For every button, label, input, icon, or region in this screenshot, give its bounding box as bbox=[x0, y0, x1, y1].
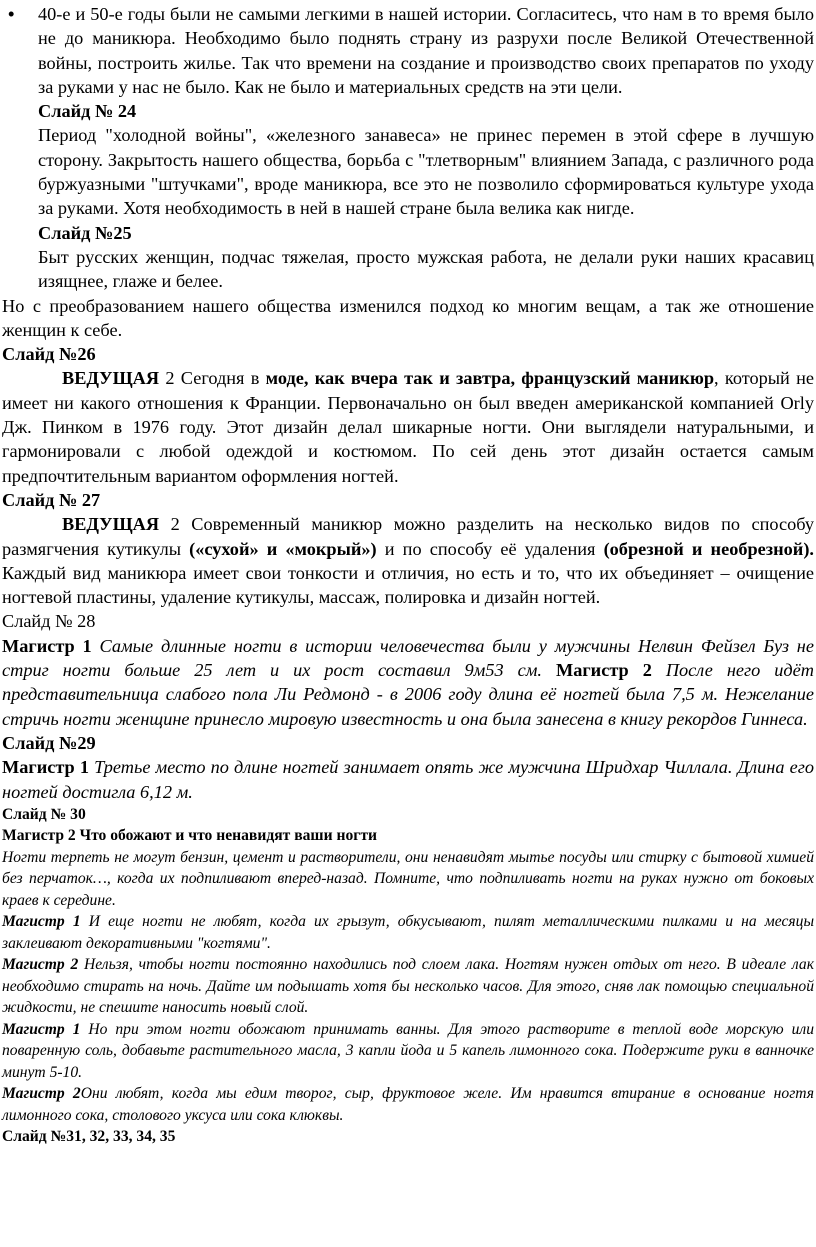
slide-heading-31-35: Слайд №31, 32, 33, 34, 35 bbox=[2, 1128, 176, 1146]
paragraph-modern-manicure: ВЕДУЩАЯ 2 Современный маникюр можно разделить на несколько видов по способу размягчения кутикулы («сухой» и «мокрый») и по способу её удаления (обрезной и необрезной). Каждый вид маникюра имеет свои тонкости и отличия, но есть и то, что их объединяет – очищение ногтевой пластины, удаление кутикулы, массаж, полировка и дизайн ногтей. bbox=[2, 514, 814, 608]
master-label: Магистр 1 bbox=[2, 635, 92, 656]
master-label: Магистр 1 bbox=[2, 1020, 81, 1038]
paragraph-postwar: 40-е и 50-е годы были не самыми легкими в нашей истории. Согласитесь, что нам в то время было не до маникюра. Необходимо было поднять страну из разрухи после Великой Отечественной войны, построить жилье. Так что времени на создание и производство своих препаратов по уходу за руками у нас не было. Как не было и материальных средств на эти цели. bbox=[38, 4, 814, 97]
master-label: Магистр 2 bbox=[2, 1085, 81, 1103]
slide-heading-30: Слайд № 30 bbox=[2, 805, 86, 823]
master-label: Магистр 2 bbox=[555, 660, 652, 681]
slide-heading-25: Слайд №25 bbox=[38, 222, 132, 243]
paragraph-nails-dislike: Магистр 1 И еще ногти не любят, когда их грызут, обкусывают, пилят металлическими пилками и на месяцы заклеивают декоративными "когтями". bbox=[2, 913, 815, 952]
document-page bbox=[2, 2, 814, 1148]
paragraph-french-manicure: ВЕДУЩАЯ 2 Сегодня в моде, как вчера так и завтра, французский маникюр, который не имеет ни какого отношения к Франции. Первоначально он был введен американской компанией Orly Дж. Пинком в 1976 году. Этот дизайн делал шикарные ногти. Они выглядели натуральными, и гармонировали с любой одеждой и костюмом. По сей день этот дизайн остается самым предпочтительным вариантом оформления ногтей. bbox=[2, 368, 814, 486]
slide-heading-24: Слайд № 24 bbox=[38, 101, 137, 122]
paragraph-baths: Магистр 1 Но при этом ногти обожают принимать ванны. Для этого растворите в теплой воде морскую или поваренную соль, добавьте растительного масла, 3 капли йода и 5 капель лимонного сока. Подержите руки в ванночке минут 5-10. bbox=[2, 1020, 814, 1081]
nail-care-heading: Магистр 2 Что обожают и что ненавидят ваши ногти bbox=[2, 827, 377, 845]
bullet-icon: • bbox=[8, 3, 15, 24]
host-label: ВЕДУЩАЯ bbox=[62, 514, 160, 535]
paragraph-nails-love: Магистр 2Они любят, когда мы едим творог, сыр, фруктовое желе. Им нравится втирание в основание ногтя лимонного сока, столового уксуса или сока клюквы. bbox=[2, 1085, 814, 1124]
paragraph-third-place: Магистр 1 Третье место по длине ногтей занимает опять же мужчина Шридхар Чиллала. Длина его ногтей достигла 6,12 м. bbox=[2, 757, 814, 802]
slide-heading-29: Слайд №29 bbox=[2, 732, 96, 753]
paragraph-transformation: Но с преобразованием нашего общества изменился подход ко многим вещам, а так же отношение женщин к себе. bbox=[2, 295, 814, 340]
master-label: Магистр 1 bbox=[2, 757, 89, 778]
section-history bbox=[2, 2, 814, 804]
paragraph-nails-hate: Ногти терпеть не могут бензин, цемент и растворители, они ненавидят мытье посуды или стирку с бытовой химией без перчаток…, когда их подпиливают вперед-назад. Помните, что подпиливать ногти на руках нужно от боковых краев к середине. bbox=[2, 848, 814, 909]
master-label: Магистр 2 bbox=[2, 827, 76, 845]
slide-heading-26: Слайд №26 bbox=[2, 344, 96, 365]
master-label: Магистр 2 bbox=[2, 956, 79, 974]
paragraph-longest-nails: Магистр 1 Самые длинные ногти в истории человечества были у мужчины Нелвин Фейзел Буз не стриг ногти больше 25 лет и их рост составил 9м53 см. Магистр 2 После него идёт представительница слабого пола Ли Редмонд - в 2006 году длина её ногтей была 7,5 м. Нежелание стричь ногти женщине принесло мировую известность и она была занесена в книгу рекордов Гиннеса. bbox=[2, 635, 814, 729]
paragraph-russian-women: Быт русских женщин, подчас тяжелая, просто мужская работа, не делали руки наших красавиц изящнее, глаже и белее. bbox=[38, 246, 814, 292]
slide-heading-28: Слайд № 28 bbox=[2, 611, 96, 632]
host-label: ВЕДУЩАЯ bbox=[62, 368, 160, 389]
section-nail-care bbox=[2, 804, 814, 1148]
master-label: Магистр 1 bbox=[2, 913, 81, 931]
paragraph-lacquer: Магистр 2 Нельзя, чтобы ногти постоянно находились под слоем лака. Ногтям нужен отдых от него. В идеале лак необходимо стирать на ночь. Дайте им подышать хотя бы несколько часов. Для этого, сняв лак помощью специальной жидкости, не спешите наносить новый слой. bbox=[2, 956, 814, 1017]
paragraph-cold-war: Период "холодной войны", «железного занавеса» не принес перемен в этой сфере в лучшую сторону. Закрытость нашего общества, борьба с "тлетворным" влиянием Запада, с различного рода буржуазными "штучками", вроде маникюра, все это не позволило сформироваться культуре ухода за руками. Хотя необходимость в ней в нашей стране была велика как нигде. bbox=[38, 125, 814, 219]
bullet-paragraph bbox=[2, 2, 814, 99]
slide-heading-27: Слайд № 27 bbox=[2, 489, 101, 510]
